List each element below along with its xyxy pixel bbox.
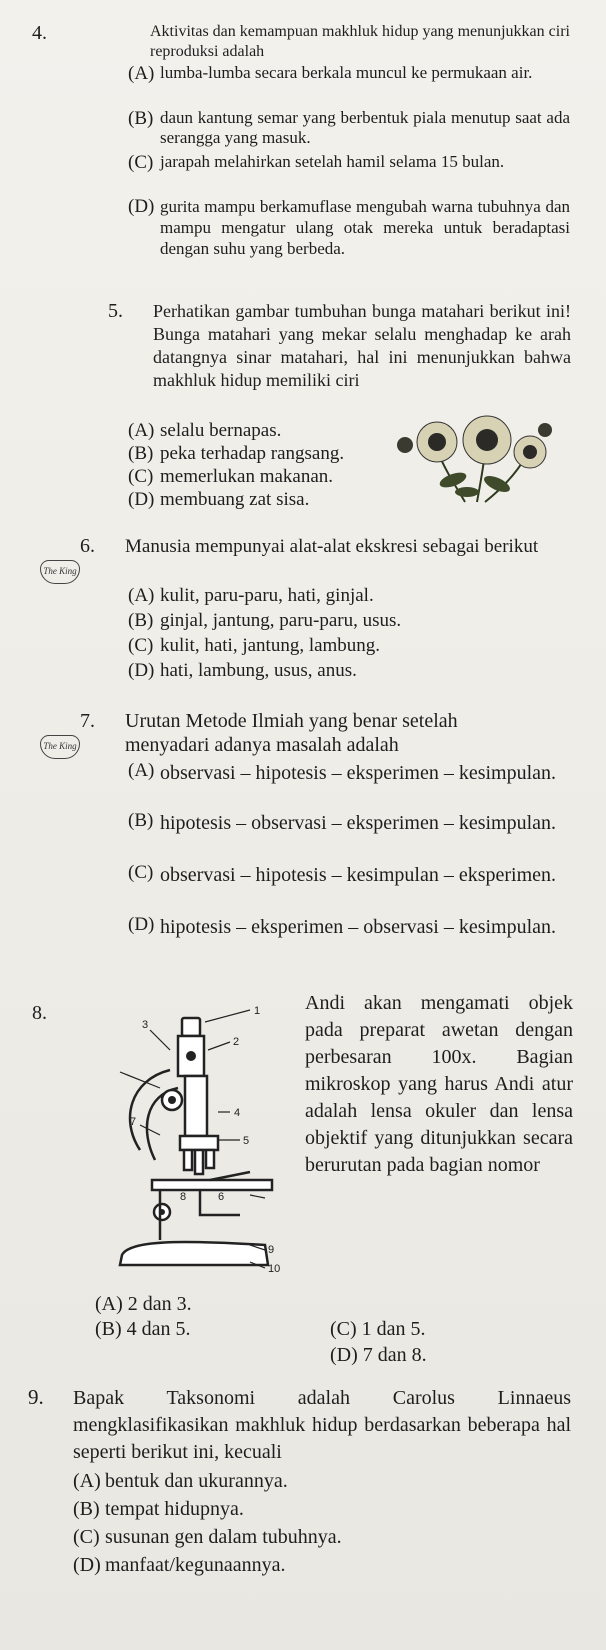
diagram-label-1: 1 bbox=[254, 1005, 261, 1017]
option-a[interactable]: (A) bbox=[128, 63, 155, 84]
option-c-text: observasi – hipotesis – kesimpulan – eksperimen. bbox=[160, 864, 557, 886]
question-number: 8. bbox=[32, 1002, 47, 1024]
diagram-label-3: 3 bbox=[142, 1019, 149, 1031]
diagram-label-8: 8 bbox=[180, 1191, 187, 1203]
microscope-diagram bbox=[100, 1000, 295, 1290]
option-d-text: gurita mampu berkamuflase mengubah warna tubuhnya dan mampu mengatur ulang otak mereka untuk beradaptasi dengan suhu yang berbeda. bbox=[160, 197, 570, 258]
option-b[interactable]: (B) bbox=[128, 108, 154, 129]
option-b[interactable]: (B) peka terhadap rangsang. bbox=[128, 443, 345, 464]
option-c[interactable]: (C) susunan gen dalam tubuhnya. bbox=[73, 1526, 342, 1548]
diagram-label-5: 5 bbox=[243, 1135, 250, 1147]
option-d-text: hipotesis – eksperimen – observasi – kesimpulan. bbox=[160, 916, 557, 938]
question-number: 5. bbox=[108, 300, 123, 322]
option-b-text: hipotesis – observasi – eksperimen – kesimpulan. bbox=[160, 812, 557, 834]
option-c[interactable]: (C) bbox=[128, 862, 154, 883]
diagram-label-6: 6 bbox=[218, 1191, 225, 1203]
option-c-text: jarapah melahirkan setelah hamil selama 15 bulan. bbox=[160, 152, 505, 171]
the-king-badge: The King bbox=[40, 735, 80, 759]
option-a-text: observasi – hipotesis – eksperimen – kesimpulan. bbox=[160, 762, 557, 784]
option-b[interactable]: (B) bbox=[128, 810, 154, 831]
option-a-text: lumba-lumba secara berkala muncul ke permukaan air. bbox=[160, 63, 533, 82]
question-number: 6. bbox=[80, 535, 95, 557]
question-stem-line2: menyadari adanya masalah adalah bbox=[125, 734, 399, 756]
diagram-label-10: 10 bbox=[268, 1263, 281, 1275]
option-b-text: daun kantung semar yang berbentuk piala menutup saat ada serangga yang masuk. bbox=[160, 108, 570, 147]
question-number: 4. bbox=[32, 22, 47, 44]
option-b[interactable]: (B) ginjal, jantung, paru-paru, usus. bbox=[128, 610, 402, 631]
question-stem: Bapak Taksonomi adalah Carolus Linnaeus mengklasifikasikan makhluk hidup berdasarkan beberapa hal seperti berikut ini, kecuali bbox=[73, 1387, 571, 1463]
the-king-badge: The King bbox=[40, 560, 80, 584]
option-c[interactable]: (C) kulit, hati, jantung, lambung. bbox=[128, 635, 381, 656]
diagram-label-2: 2 bbox=[233, 1036, 240, 1048]
diagram-label-9: 9 bbox=[268, 1244, 275, 1256]
question-stem-line1: Urutan Metode Ilmiah yang benar setelah bbox=[125, 710, 458, 732]
diagram-label-4: 4 bbox=[234, 1107, 241, 1119]
option-d[interactable]: (D) bbox=[128, 914, 155, 935]
question-stem: Manusia mempunyai alat-alat ekskresi sebagai berikut bbox=[125, 536, 539, 557]
option-a[interactable]: (A) selalu bernapas. bbox=[128, 420, 282, 441]
option-c[interactable]: (C) 1 dan 5. bbox=[330, 1318, 426, 1340]
question-number: 7. bbox=[80, 710, 95, 732]
option-a[interactable]: (A) bentuk dan ukurannya. bbox=[73, 1470, 288, 1492]
option-d[interactable]: (D) 7 dan 8. bbox=[330, 1344, 427, 1366]
option-a[interactable]: (A) kulit, paru-paru, hati, ginjal. bbox=[128, 585, 374, 606]
option-a[interactable]: (A) 2 dan 3. bbox=[95, 1293, 192, 1315]
question-stem: Aktivitas dan kemampuan makhluk hidup yang menunjukkan ciri reproduksi adalah bbox=[150, 23, 570, 60]
option-d[interactable]: (D) manfaat/kegunaannya. bbox=[73, 1554, 286, 1576]
option-d[interactable]: (D) hati, lambung, usus, anus. bbox=[128, 660, 357, 681]
question-stem: Andi akan mengamati objek pada preparat awetan dengan perbesaran 100x. Bagian mikroskop yang harus Andi atur adalah lensa okuler dan lensa objektif yang ditunjukkan secara berurutan pada bagian nomor bbox=[305, 992, 573, 1176]
question-number: 9. bbox=[28, 1385, 44, 1409]
question-stem: Perhatikan gambar tumbuhan bunga matahari berikut ini! Bunga matahari yang mekar selalu menghadap ke arah datangnya sinar matahari, hal ini menunjukkan bahwa makhluk hidup memiliki ciri bbox=[153, 301, 571, 390]
option-a[interactable]: (A) bbox=[128, 760, 155, 781]
diagram-label-7: 7 bbox=[130, 1116, 137, 1128]
option-b[interactable]: (B) 4 dan 5. bbox=[95, 1318, 191, 1340]
option-c[interactable]: (C) memerlukan makanan. bbox=[128, 466, 334, 487]
sunflower-image bbox=[385, 410, 555, 505]
option-c[interactable]: (C) bbox=[128, 152, 154, 173]
option-d[interactable]: (D) membuang zat sisa. bbox=[128, 489, 310, 510]
option-b[interactable]: (B) tempat hidupnya. bbox=[73, 1498, 244, 1520]
option-d[interactable]: (D) bbox=[128, 196, 155, 217]
